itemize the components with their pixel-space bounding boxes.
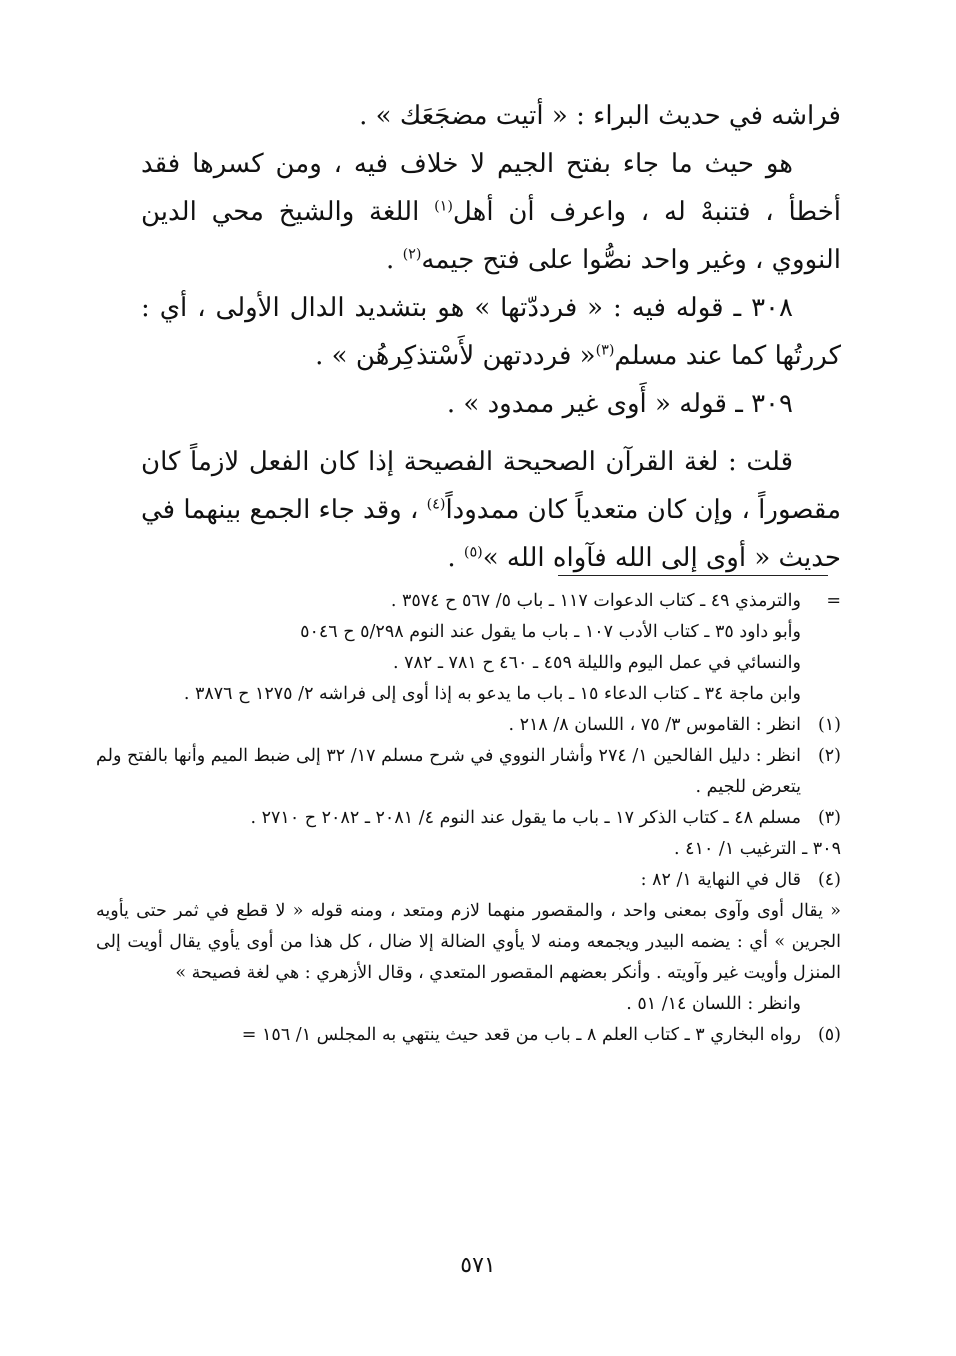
footnote-ref-1: (١): [434, 198, 453, 215]
footnote-continuation-1: [96, 586, 841, 617]
footnote-spacer: [801, 989, 841, 1020]
footnote-ref-5: (٥): [463, 544, 483, 561]
paragraph-1: [141, 92, 841, 140]
footnote-spacer: [801, 648, 841, 679]
paragraph-qultu-text-b: ، وقد جاء الجمع بينهما في حديث « أوى إلى الله فآواه الله »: [141, 495, 841, 573]
footnote-continuation-4: [96, 679, 841, 710]
continuation-mark: =: [826, 591, 841, 611]
footnote-continuation-text-2: وأبو داود ٣٥ ـ كتاب الأدب ١٠٧ ـ باب ما يقول عند النوم ٥/٢٩٨ ح ٥٠٤٦: [300, 622, 801, 642]
paragraph-308-text: ٣٠٨ ـ قوله فيه : « فرددّتها » هو بتشديد الدال الأولى ، أي : كررتُها كما عند مسلم: [141, 293, 841, 371]
footnote-ref-3: (٣): [595, 342, 615, 359]
paragraph-308: [141, 284, 841, 380]
footnote-text: قال في النهاية ١/ ٨٢ :: [640, 870, 801, 890]
paragraph-qultu-text: قلت : لغة القرآن الصحيحة الفصيحة إذا كان الفعل لازماً كان مقصوراً ، وإن كان متعدياً كان ممدوداً: [141, 447, 841, 525]
page-number: ٥٧١: [460, 1253, 496, 1278]
footnote-3: [96, 803, 841, 834]
paragraph-309: [141, 380, 841, 428]
footnote-text: انظر : القاموس ٣/ ٧٥ ، اللسان ٨/ ٢١٨ .: [508, 715, 801, 735]
paragraph-2-end: .: [386, 245, 403, 275]
footnote-number: (٣): [817, 808, 841, 828]
paragraph-2-text: هو حيث ما جاء بفتح الجيم لا خلاف فيه ، ومن كسرها فقد أخطأ ، فتنبهْ له ، واعرف أن أهل: [141, 149, 841, 227]
footnote-text: وانظر : اللسان ١٤/ ٥١ .: [626, 994, 801, 1014]
footnote-number: (٢): [817, 746, 841, 766]
paragraph-qultu-end: .: [447, 543, 464, 573]
paragraph-qultu: [141, 438, 841, 582]
footnote-5: [96, 1020, 841, 1051]
footnote-text: انظر : دليل الفالحين ١/ ٢٧٤ وأشار النووي في شرح مسلم ١٧/ ٣٢ إلى ضبط الميم وأنها بالفتح ولم يتعرض للجيم .: [96, 746, 801, 797]
footnote-divider: [558, 575, 828, 576]
paragraph-2-text-b: اللغة والشيخ محي الدين النووي ، وغير واحد نصُّوا على فتح جيمه: [141, 197, 841, 275]
footnote-text: مسلم ٤٨ ـ كتاب الذكر ١٧ ـ باب ما يقول عند النوم ٤/ ٢٠٨١ ـ ٢٠٨٢ ح ٢٧١٠ .: [250, 808, 801, 828]
footnote-spacer: [801, 617, 841, 648]
footnote-1: [96, 710, 841, 741]
footnote-number: (٥): [817, 1025, 841, 1045]
footnote-continuation-text-4: وابن ماجة ٣٤ ـ كتاب الدعاء ١٥ ـ باب ما يدعو به إذا أوى إلى فراشه ٢/ ١٢٧٥ ح ٣٨٧٦ .: [183, 684, 801, 704]
paragraph-1-text: فراشه في حديث البراء : « أتيت مضجَعَك » .: [359, 101, 841, 131]
footnote-4: [96, 865, 841, 896]
footnote-ref-2: (٢): [402, 246, 422, 263]
footnote-continuation-text-1: والترمذي ٤٩ ـ كتاب الدعوات ١١٧ ـ باب ٥/ ٥٦٧ ح ٣٥٧٤ .: [390, 591, 801, 611]
paragraph-2: [141, 140, 841, 284]
footnote-spacer: [801, 679, 841, 710]
footnote-continuation-text-3: والنسائي في عمل اليوم والليلة ٤٥٩ ـ ٤٦٠ ح ٧٨١ ـ ٧٨٢ .: [392, 653, 801, 673]
footnote-4-quote: « يقال أوى وآوى بمعنى واحد ، والمقصور منهما لازم ومتعد ، ومنه قوله « لا قطع في ثمر حتى يأويه الجرين » أي : يضمه البيدر ويجمعه ومنه لا يأوي الضالة إلا ضال ، كل هذا من أوى يأوي يقال أويت إلى المنزل وأويت غير وآويته . وأنكر بعضهم المقصور المتعدي ، وقال الأزهري : هي لغة فصيحة »: [96, 901, 841, 983]
footnote-continuation-3: [96, 648, 841, 679]
footnote-ref-4: (٤): [426, 496, 446, 513]
footnotes: [96, 586, 841, 1051]
footnote-309: [96, 834, 841, 865]
footnote-4-see: [96, 989, 841, 1020]
footnote-2: [96, 741, 841, 803]
footnote-number: (٤): [817, 870, 841, 890]
footnote-number: (١): [817, 715, 841, 735]
footnote-continuation-2: [96, 617, 841, 648]
paragraph-308-text-b: « فرددتهن لأَسْتذكِرهُن » .: [315, 341, 596, 371]
footnote-text: ٣٠٩ ـ الترغيب ١/ ٤١٠ .: [674, 839, 841, 859]
main-text: [141, 92, 841, 582]
paragraph-309-text: ٣٠٩ ـ قوله « أَوى غير ممدود » .: [446, 389, 793, 419]
footnote-text: رواه البخاري ٣ ـ كتاب العلم ٨ ـ باب من قعد حيث ينتهي به المجلس ١/ ١٥٦ =: [241, 1025, 801, 1045]
